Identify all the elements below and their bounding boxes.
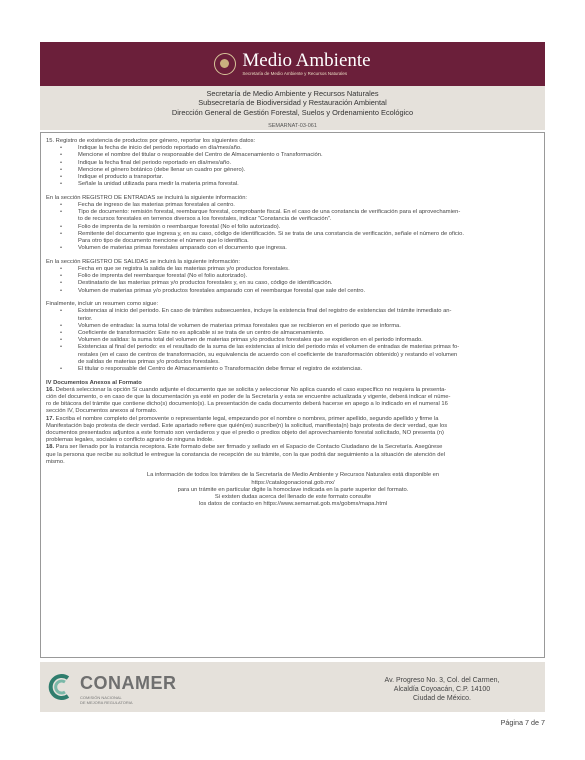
entradas-intro: En la sección REGISTRO DE ENTRADAS se incluirá la siguiente información: [46, 194, 248, 201]
list-item: • Remitente del documento que ingresa y, en su caso, código de identificación. Si se trata de una constancia de verificación, señale el número de oficio. Para otro tipo de documento mencione el número que lo identifica. [78, 231, 540, 245]
item-15-heading: 15. Registro de existencia de productos por género, reportar los siguientes datos: [46, 138, 256, 144]
header-banner [40, 42, 545, 86]
resumen-intro: Finalmente, incluir un resumen como sigue: [46, 301, 159, 308]
resumen-list [46, 308, 540, 373]
brand-block [242, 51, 370, 77]
salidas-list [46, 266, 540, 295]
conamer-logo-icon [46, 672, 76, 702]
list-item: • Volumen de materias primas forestales amparado con el documento que ingresa. [78, 245, 540, 252]
list-item: • Coeficiente de transformación: Este no es aplicable si se trata de un centro de almacenamiento. [78, 330, 540, 337]
footer-band [40, 662, 545, 712]
brand-subtitle: Secretaría de Medio Ambiente y Recursos Naturales [242, 71, 348, 77]
list-item: • Fecha de ingreso de las materias primas forestales al centro. [78, 202, 540, 209]
form-code: SEMARNAT-03-061 [268, 123, 317, 129]
list-item: • Señale la unidad utilizada para medir la materia prima forestal. [78, 181, 540, 188]
conamer-title: CONAMER [80, 673, 177, 693]
agency-line-subsecretaria: Subsecretaría de Biodiversidad y Restauración Ambiental [198, 98, 387, 108]
list-item: • Volumen de salidas: la suma total del volumen de materias primas y/o productos forestales que se expidieron en el periodo informado. [78, 337, 540, 344]
brand-title: Medio Ambiente [242, 50, 371, 72]
agency-line-secretaria: Secretaría de Medio Ambiente y Recursos Naturales [206, 89, 379, 98]
item-18 [46, 444, 540, 466]
section-iv-title: IV Documentos Anexos al Formato [46, 379, 142, 386]
closing-line: La información de todos los trámites de la Secretaría de Medio Ambiente y Recursos Naturales está disponible en [146, 472, 440, 479]
list-item: • Destinatario de las materias primas y/o productos forestales y, en su caso, código de identificación. [78, 280, 540, 287]
contact-link-line[interactable]: los datos de contacto en https://www.semarnat.gob.mx/gobmx/mapa.html [198, 501, 388, 508]
address-line: Av. Progreso No. 3, Col. del Carmen, [384, 677, 500, 684]
list-item: • Indique la fecha final del periodo reportado en día/mes/año. [78, 160, 540, 167]
item-18-number: 18. [46, 444, 55, 451]
item-16-text: Deberá seleccionar la opción Sí cuando adjunte el documento que se solicita y seleccionar No aplica cuando el caso específico no requiera la presenta- ción del documento, o en caso de que la documentación ya esté en poder de la Secretaría y esta se encuentre actualizada y vigente, deberá indicar el núme- ro de bitácora del trámite que contiene dicho(s) documento(s). La presentación de cada documento deberá hacerse en apego a lo indicado en el numeral 16 sección IV, Documentos anexos al formato. [46, 386, 451, 415]
list-item: • El titular o responsable del Centro de Almacenamiento o Transformación debe firmar el registro de existencias. [78, 366, 540, 373]
catalog-link[interactable]: https://catalogonacional.gob.mx/ [251, 479, 335, 486]
list-item: • Volumen de entradas: la suma total de volumen de materias primas forestales que se recibieron en el periodo que se informa. [78, 323, 540, 330]
item-15-list [46, 145, 540, 188]
list-item: • Existencias al final del periodo: es el resultado de la suma de las existencias al inicio del periodo más el volumen de entradas de materias primas fo- restales (en el caso de centros de transformación, su equivalencia de acuerdo con el coeficiente de transformación obtenido) y restando el volumen de salidas de materias primas y/o productos forestales. [78, 344, 540, 366]
entradas-list [46, 202, 540, 252]
item-17-text: Escriba el nombre completo del promovente o representante legal, empezando por el nombre o nombres, primer apellido, segundo apellido y firme la Manifestación bajo protesta de decir verdad. Este apartado refiere que quién(es) suscribe(n) la solicitud, manifiesta(n) bajo protesta de decir verdad, que los documentos presentados adjuntos a este formato son verdaderos y que el predio o predios objeto del aprovechamiento forestal solicitado, NO presenta (n) problemas legales, sociales o conflicto agrario de ninguna índole. [46, 415, 448, 444]
list-item: • Mencione el nombre del titular o responsable del Centro de Almacenamiento o Transformación. [78, 152, 540, 159]
item-17 [46, 416, 540, 445]
address-line: Alcaldía Coyoacán, C.P. 14100 [393, 686, 491, 693]
semarnat-logo [214, 51, 370, 77]
list-item: • Existencias al inicio del periodo. En caso de trámites subsecuentes, incluye la existencia final del registro de existencias del trámite inmediato an- terior. [78, 308, 540, 322]
item-17-number: 17. [46, 415, 55, 422]
conamer-subtitle-line: DE MEJORA REGULATORIA [80, 700, 133, 705]
conamer-subtitle-line: COMISIÓN NACIONAL [80, 695, 122, 700]
list-item: • Folio de imprenta del reembarque forestal (No el folio autorizado). [78, 273, 540, 280]
item-18-text: Para ser llenado por la instancia receptora. Este formato debe ser firmado y sellado en el Espacio de Contacto Ciudadano de la Secretaría. Asegúrese que la persona que recibe su solicitud le entregue la constancia de recepción de su trámite, con la que podrá dar seguimiento a la situación de atención del mismo. [46, 444, 445, 465]
list-item: • Indique la fecha de inicio del periodo reportado en día/mes/año. [78, 145, 540, 152]
closing-note [46, 472, 540, 508]
list-item: • Volumen de materias primas y/o productos forestales amparado con el reembarque forestal que sale del centro. [78, 288, 540, 295]
list-item: • Fecha en que se registra la salida de las materias primas y/o productos forestales. [78, 266, 540, 273]
salidas-intro: En la sección REGISTRO DE SALIDAS se incluirá la siguiente información: [46, 258, 240, 265]
address-line: Ciudad de México. [413, 695, 471, 702]
conamer-subtitle [80, 695, 133, 705]
address-block [362, 676, 522, 703]
item-16 [46, 387, 540, 416]
list-item: • Folio de imprenta de la remisión o reembarque forestal (No el folio autorizado). [78, 224, 540, 231]
closing-line: Si existen dudas acerca del llenado de este formato consulte [214, 494, 372, 501]
list-item: • Mencione el género botánico (debe llenar un cuadro por género). [78, 167, 540, 174]
list-item: • Tipo de documento: remisión forestal, reembarque forestal, comprobante fiscal. En el caso de una constancia de verificación para el aprovechamien- to de recursos forestales en terrenos diversos a los forestales, indicar "Constancia de verificación". [78, 209, 540, 223]
national-seal-icon [214, 53, 236, 75]
item-16-number: 16. [46, 386, 55, 393]
page-number: Página 7 de 7 [500, 718, 545, 727]
list-item: • Indique el producto a transportar. [78, 174, 540, 181]
agency-line-direccion: Dirección General de Gestión Forestal, Suelos y Ordenamiento Ecológico [171, 107, 414, 117]
closing-line: para un trámite en particular digite la homoclave indicada en la parte superior del formato. [177, 486, 409, 493]
instructions-box [40, 132, 545, 658]
